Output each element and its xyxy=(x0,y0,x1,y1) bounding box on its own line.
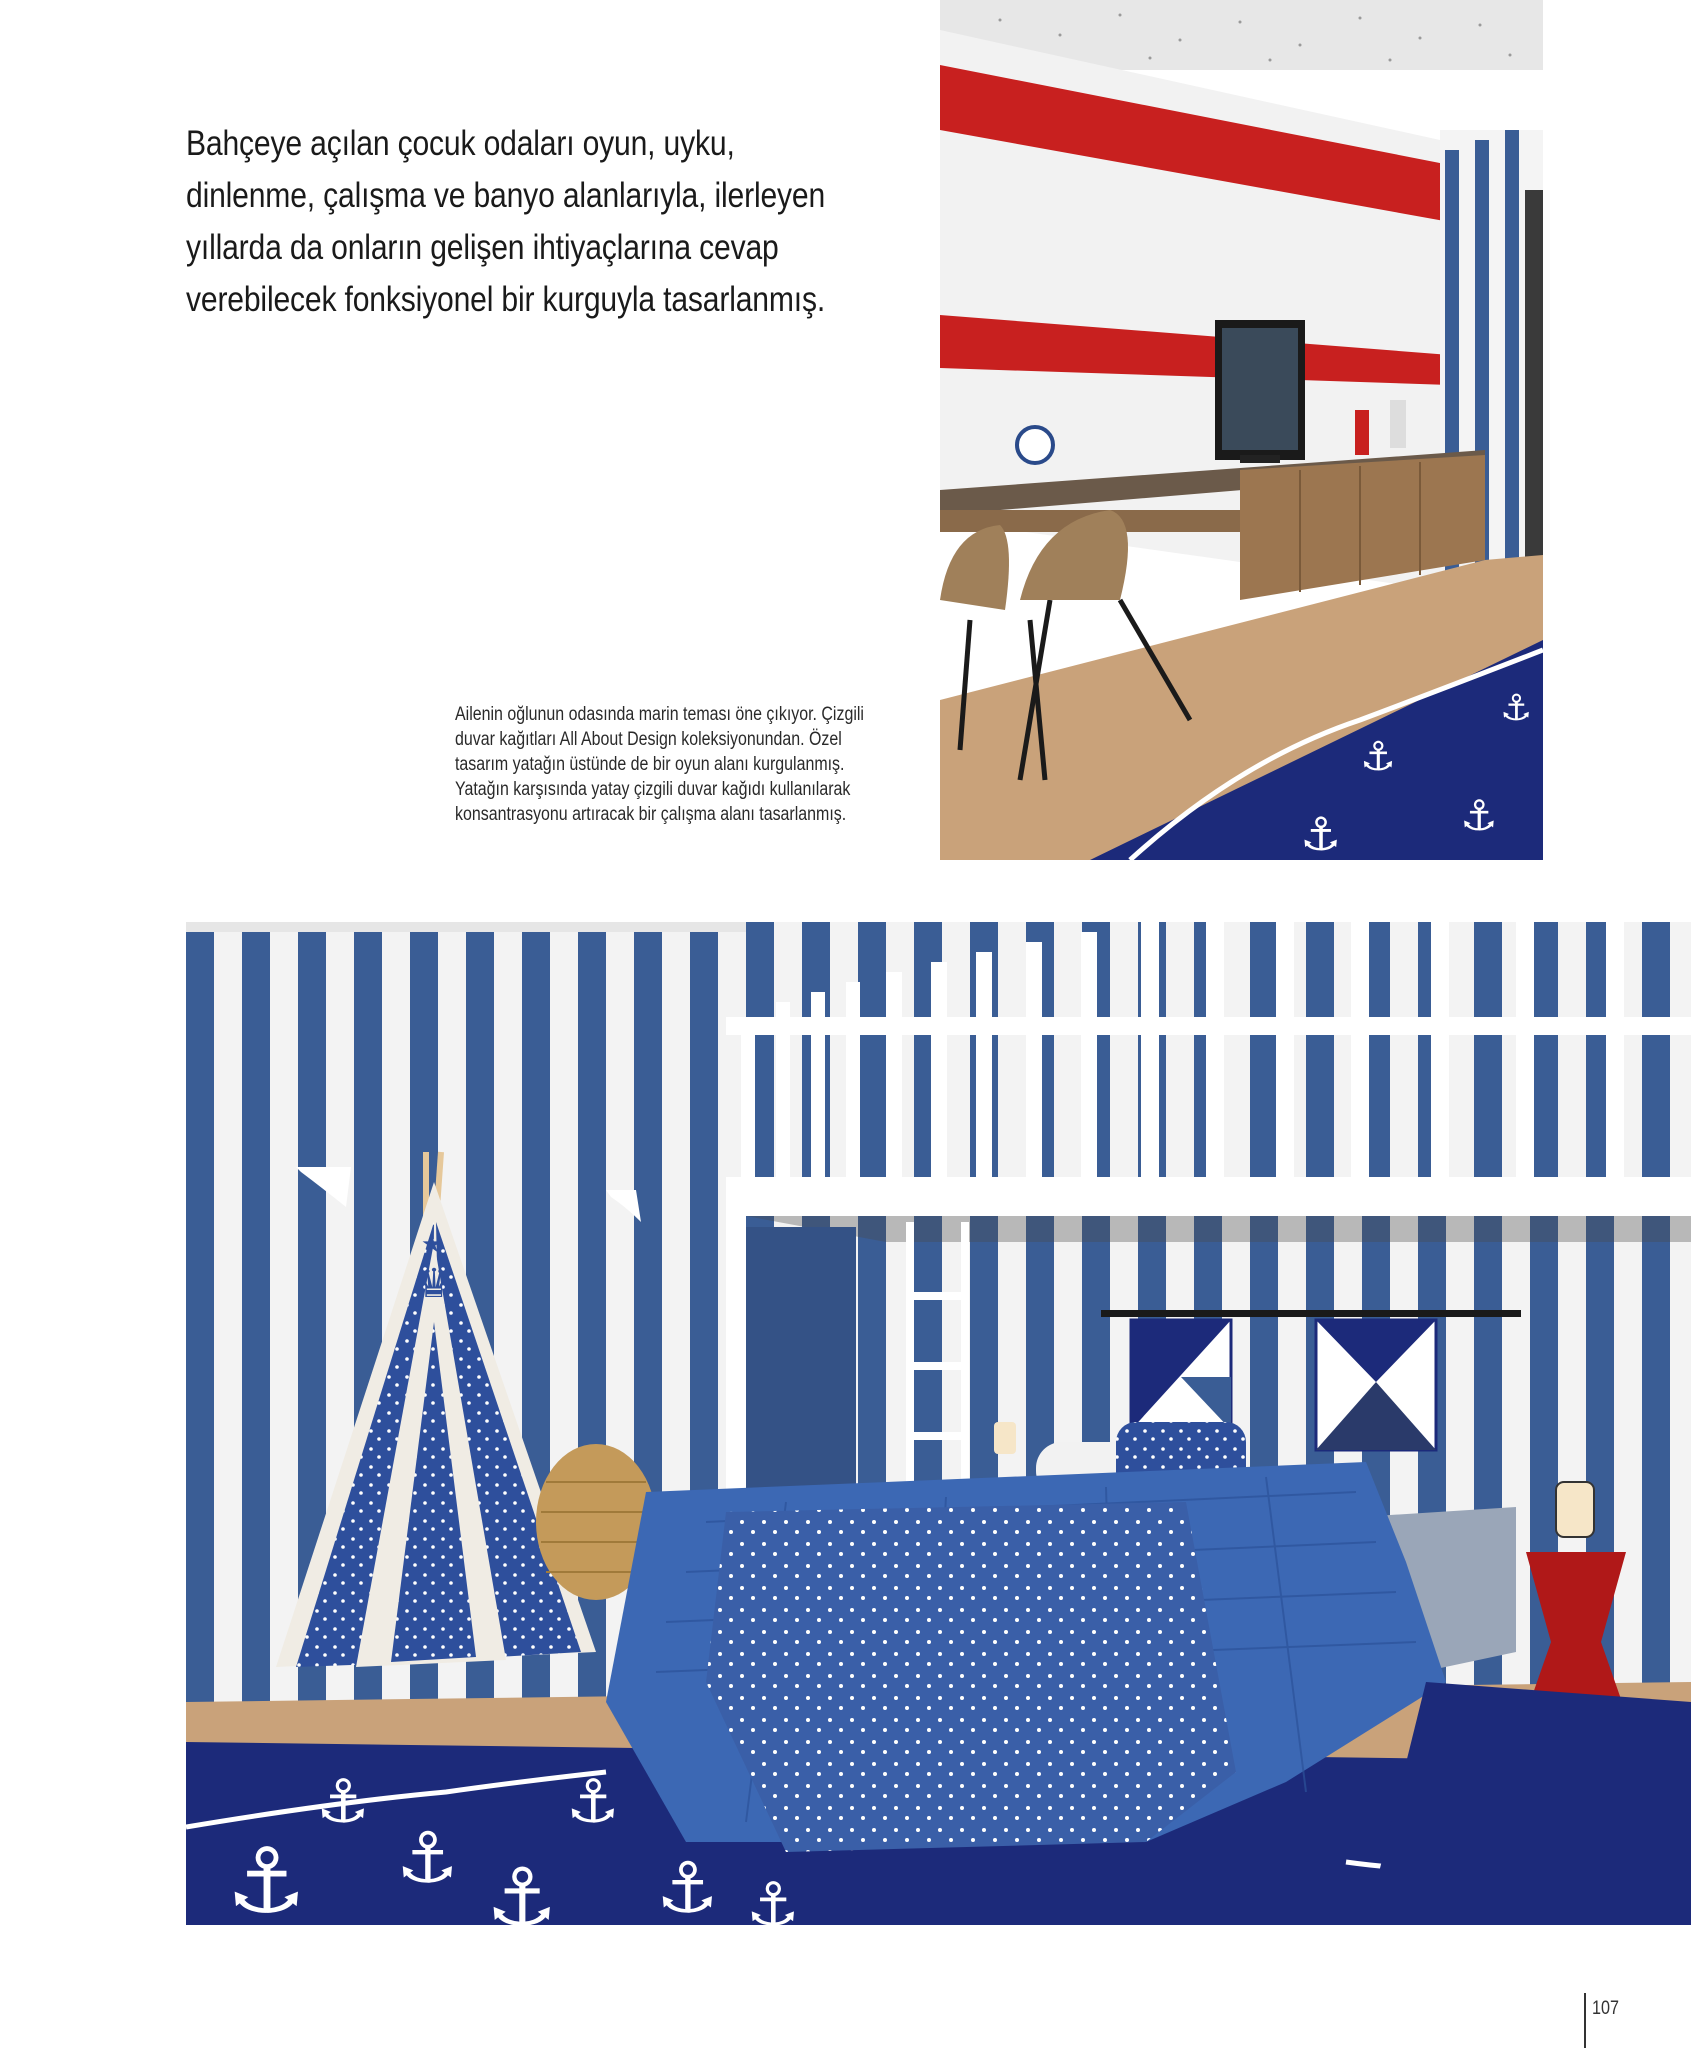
svg-text:⚓: ⚓ xyxy=(1460,791,1498,840)
svg-text:⚓: ⚓ xyxy=(486,1851,558,1925)
svg-text:⚓: ⚓ xyxy=(396,1817,459,1899)
svg-text:⚓: ⚓ xyxy=(656,1847,719,1925)
svg-text:⚓: ⚓ xyxy=(1500,688,1533,729)
pull-quote-line: dinlenme, çalışma ve banyo alanlarıyla, ilerleyen xyxy=(186,176,826,215)
caption-line: Ailenin oğlunun odasında marin teması öne çıkıyor. Çizgili xyxy=(455,704,864,725)
svg-text:★: ★ xyxy=(421,1230,443,1258)
svg-text:⚓: ⚓ xyxy=(226,1829,307,1925)
caption-line: konsantrasyonu artıracak bir çalışma alanı tasarlanmış. xyxy=(455,804,847,825)
svg-text:⚓: ⚓ xyxy=(1360,734,1396,780)
svg-text:⚓: ⚓ xyxy=(566,1767,620,1837)
pull-quote-line: verebilecek fonksiyonel bir kurguyla tasarlanmış. xyxy=(186,280,826,319)
folio-divider xyxy=(1584,1993,1586,2048)
pull-quote-line: Bahçeye açılan çocuk odaları oyun, uyku, xyxy=(186,124,735,163)
svg-text:⚓: ⚓ xyxy=(1300,807,1342,860)
photo-bedroom xyxy=(186,922,1691,1925)
svg-text:♛: ♛ xyxy=(416,1261,452,1307)
svg-text:⚓: ⚓ xyxy=(746,1870,800,1925)
pull-quote-line: yıllarda da onların gelişen ihtiyaçlarına cevap xyxy=(186,228,779,267)
photo-caption xyxy=(455,702,864,827)
caption-line: duvar kağıtları All About Design koleksiyonundan. Özel xyxy=(455,729,842,750)
page-number: 107 xyxy=(1592,1998,1619,2019)
photo-study-area xyxy=(940,0,1543,860)
caption-line: tasarım yatağın üstünde de bir oyun alanı kurgulanmış. xyxy=(455,754,845,775)
caption-line: Yatağın karşısında yatay çizgili duvar kağıdı kullanılarak xyxy=(455,779,851,800)
svg-text:⚓: ⚓ xyxy=(316,1767,370,1837)
pull-quote xyxy=(186,118,826,326)
